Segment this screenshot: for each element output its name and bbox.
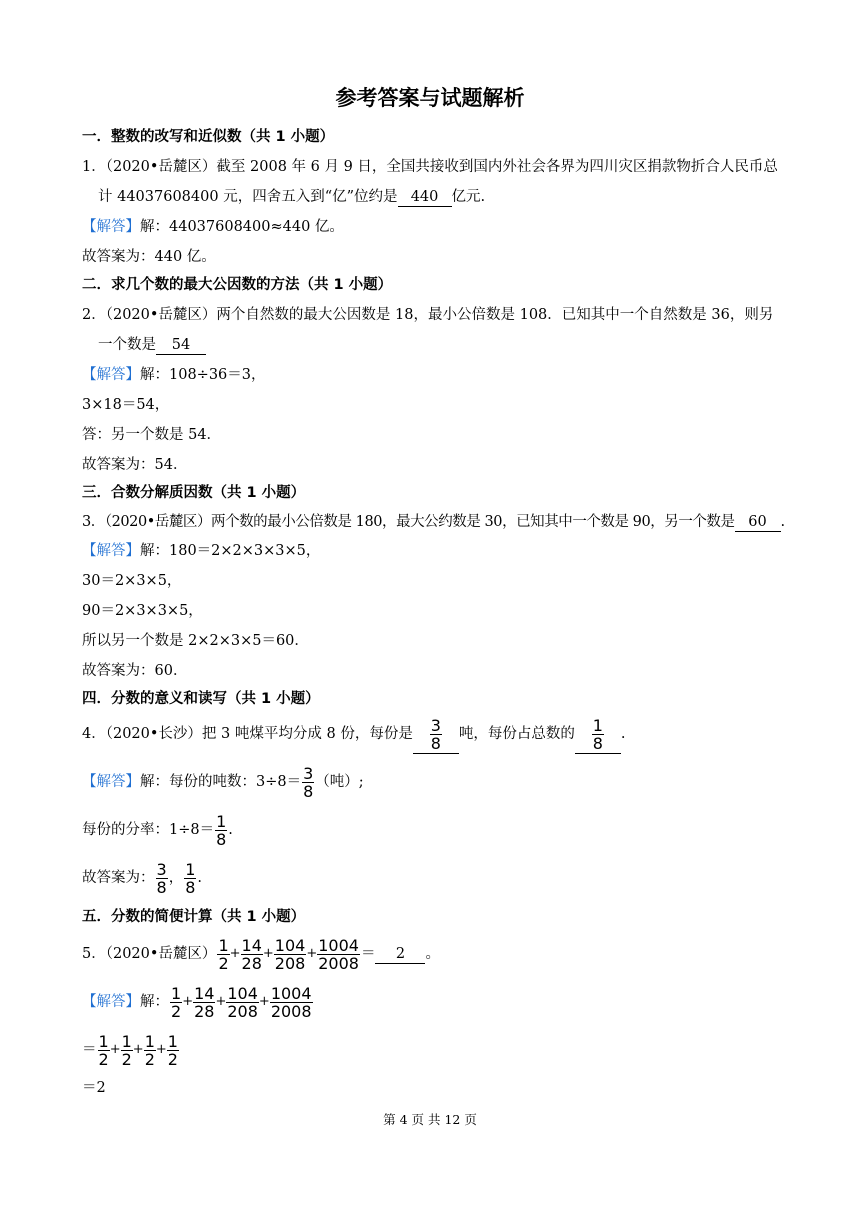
answer-blank-2: 54: [156, 336, 206, 355]
solution-3-step: 所以另一个数是 2×2×3×5＝60．: [82, 633, 309, 649]
answer-blank-4b: $\frac{1}{8}$: [575, 715, 621, 754]
question-2-line1: 2．（2020•岳麓区）两个自然数的最大公因数是 18，最小公倍数是 108．已知其中一个自然数是 36，则另: [82, 307, 774, 323]
fraction: $\frac{1}{8}$: [216, 811, 227, 849]
solution-tag: 【解答】: [82, 219, 140, 235]
fraction: $\frac{1}{2}$: [171, 983, 182, 1021]
section-4-heading: 四．分数的意义和读写（共 1 小题）: [82, 691, 320, 707]
question-2-line2: 一个数是 54: [98, 335, 206, 355]
fraction: $\frac{1}{2}$: [144, 1031, 155, 1069]
fraction: $\frac{3}{8}$: [303, 763, 314, 801]
answer-blank-5: 2: [375, 945, 425, 964]
solution-2-step: 答：另一个数是 54．: [82, 427, 222, 443]
final-answer-2: 故答案为：54．: [82, 457, 188, 473]
fraction: $\frac{14}{28}$: [241, 935, 262, 973]
solution-5: 【解答】解： $\frac{1}{2}$ + $\frac{14}{28}$ + $\frac{104}{208}$ + $\frac{1004}{2008}$: [82, 983, 312, 1021]
fraction: $\frac{1004}{2008}$: [270, 983, 312, 1021]
section-5-heading: 五．分数的简便计算（共 1 小题）: [82, 909, 306, 925]
solution-tag: 【解答】: [82, 994, 140, 1010]
page-footer: 第 4 页 共 12 页: [383, 1112, 477, 1127]
answer-blank-3: 60: [735, 513, 781, 532]
final-answer-4: 故答案为： $\frac{3}{8}$ ， $\frac{1}{8}$ .: [82, 859, 202, 897]
solution-3: 【解答】解：180＝2×2×3×3×5，: [82, 543, 321, 559]
solution-2-step: 3×18＝54，: [82, 397, 170, 413]
solution-5-step: ＝ $\frac{1}{2}$ + $\frac{1}{2}$ + $\frac{1}{2}$ + $\frac{1}{2}$: [82, 1031, 178, 1069]
answer-blank-1: 440: [398, 188, 452, 207]
solution-tag: 【解答】: [82, 774, 140, 790]
fraction: $\frac{1}{2}$: [167, 1031, 178, 1069]
fraction: $\frac{104}{208}$: [274, 935, 306, 973]
solution-tag: 【解答】: [82, 543, 140, 559]
fraction: $\frac{1}{8}$: [185, 859, 196, 897]
fraction: $\frac{1004}{2008}$: [318, 935, 359, 973]
final-answer-1: 故答案为：440 亿。: [82, 249, 216, 265]
question-1-line2: 计 44037608400 元，四舍五入到“亿”位约是 440 亿元.: [98, 189, 486, 205]
page-title: 参考答案与试题解析: [335, 86, 525, 110]
solution-5-result: ＝2: [82, 1080, 106, 1096]
solution-tag: 【解答】: [82, 367, 140, 383]
question-4: 4．（2020•长沙）把 3 吨煤平均分成 8 份，每份是 $\frac{3}{8}$ 吨，每份占总数的 $\frac{1}{8}$ .: [82, 715, 626, 753]
question-3-line1: 3．（2020•岳麓区）两个数的最小公倍数是 180，最大公约数是 30，已知其中一个数是 90，另一个数是 60 .: [82, 514, 785, 530]
solution-2: 【解答】解：108÷36＝3，: [82, 367, 266, 383]
solution-3-step: 30＝2×3×5，: [82, 573, 182, 589]
fraction: $\frac{1}{2}$: [218, 935, 229, 973]
answer-blank-4a: $\frac{3}{8}$: [413, 715, 459, 754]
fraction: $\frac{14}{28}$: [194, 983, 215, 1021]
section-1-heading: 一．整数的改写和近似数（共 1 小题）: [82, 129, 335, 145]
section-2-heading: 二．求几个数的最大公因数的方法（共 1 小题）: [82, 277, 393, 293]
question-1-line1: 1．（2020•岳麓区）截至 2008 年 6 月 9 日，全国共接收到国内外社会各界为四川灾区捐款物折合人民币总: [82, 159, 778, 175]
fraction: $\frac{104}{208}$: [227, 983, 258, 1021]
fraction: $\frac{3}{8}$: [156, 859, 167, 897]
section-3-heading: 三．合数分解质因数（共 1 小题）: [82, 485, 306, 501]
fraction: $\frac{1}{2}$: [98, 1031, 109, 1069]
final-answer-3: 故答案为：60．: [82, 663, 188, 679]
solution-3-step: 90＝2×3×3×5，: [82, 603, 203, 619]
solution-4-rate: 每份的分率：1÷8＝ $\frac{1}{8}$ .: [82, 811, 233, 849]
solution-1: 【解答】解：44037608400≈440 亿。: [82, 219, 344, 235]
solution-4: 【解答】解：每份的吨数：3÷8＝ $\frac{3}{8}$ （吨）;: [82, 763, 364, 801]
question-5: 5．（2020•岳麓区） $\frac{1}{2}$ + $\frac{14}{28}$ + $\frac{104}{208}$ + $\frac{1004}{2008}$ ＝ 2 。: [82, 935, 440, 973]
fraction: $\frac{1}{2}$: [121, 1031, 132, 1069]
